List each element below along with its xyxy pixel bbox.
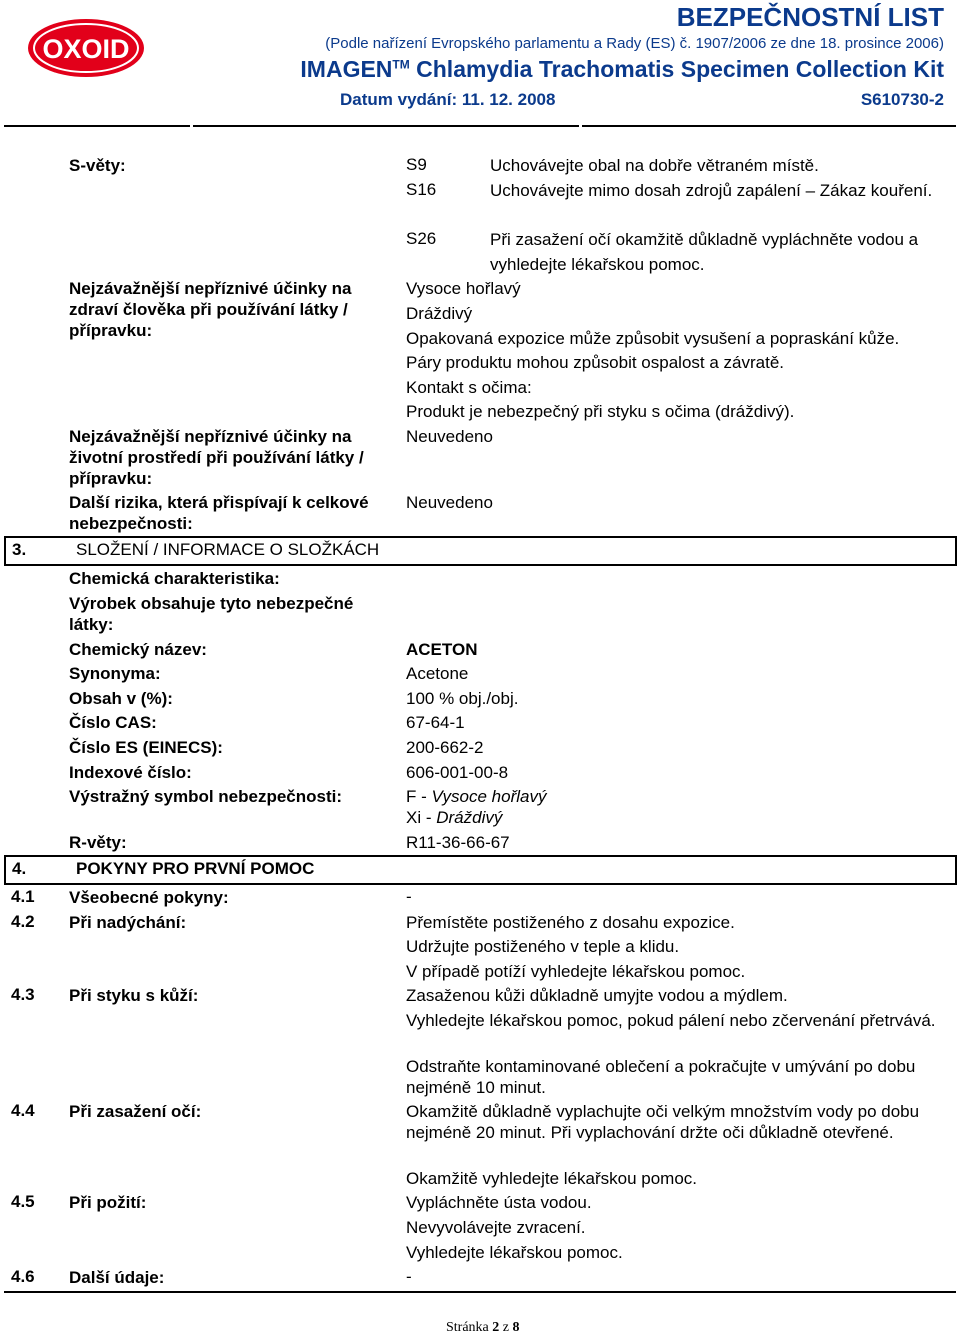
item-number: 4.1 <box>11 887 35 906</box>
inhalation-label: Při nadýchání: <box>69 913 187 932</box>
other-data-value: - <box>406 1267 412 1286</box>
inhalation-line: Přemístěte postiženého z dosahu expozice. <box>406 913 735 932</box>
page-number <box>446 1320 519 1336</box>
issue-date: Datum vydání: 11. 12. 2008 <box>340 90 556 109</box>
env-effects-label: Nejzávažnější nepříznivé účinky na životní prostředí při používání látky / přípravku: <box>69 427 364 488</box>
health-effects-label: Nejzávažnější nepříznivé účinky na zdraví člověka při používání látky / přípravku: <box>69 279 352 340</box>
skin-line: Vyhledejte lékařskou pomoc, pokud pálení nebo zčervenání přetrvává. <box>406 1011 936 1030</box>
health-effect-line: Opakovaná expozice může způsobit vysušení a popraskání kůže. <box>406 329 900 348</box>
other-risks-label: Další rizika, která přispívají k celkové nebezpečnosti: <box>69 493 369 533</box>
s-phrase-text: Uchovávejte obal na dobře větraném místě. <box>490 156 819 175</box>
section-title: POKYNY PRO PRVNÍ POMOC <box>76 859 315 878</box>
skin-label: Při styku s kůží: <box>69 986 199 1005</box>
r-phrases-value: R11-36-66-67 <box>406 833 510 852</box>
inhalation-line: Udržujte postiženého v teple a klidu. <box>406 937 680 956</box>
health-effect-line: Vysoce hořlavý <box>406 279 521 298</box>
synonym-label: Synonyma: <box>69 664 161 683</box>
hazard-symbol-text: Vysoce hořlavý <box>431 787 547 806</box>
footer-divider <box>4 1291 956 1293</box>
ingestion-line: Nevyvolávejte zvracení. <box>406 1218 586 1237</box>
eye-line: Okamžitě důkladně vyplachujte oči velkým množstvím vody po dobu nejméně 20 minut. Při vyplachování držte oči důkladně otevřené. <box>406 1102 920 1142</box>
hazard-symbol-code: F - <box>406 787 432 806</box>
content-label: Obsah v (%): <box>69 689 173 708</box>
general-label: Všeobecné pokyny: <box>69 888 229 907</box>
s-phrase-text: Uchovávejte mimo dosah zdrojů zapálení – Zákaz kouření. <box>490 181 933 200</box>
contains-label: Výrobek obsahuje tyto nebezpečné látky: <box>69 594 354 634</box>
s-phrase-text: Při zasažení očí okamžitě důkladně vypláchněte vodou a vyhledejte lékařskou pomoc. <box>490 230 919 274</box>
logo-text: OXOID <box>42 34 130 64</box>
cas-label: Číslo CAS: <box>69 713 157 732</box>
trademark-mark: TM <box>392 57 410 72</box>
section-3-header <box>4 536 957 566</box>
product-name <box>300 56 944 83</box>
ingestion-line: Vypláchněte ústa vodou. <box>406 1193 592 1212</box>
section-number: 3. <box>12 540 27 559</box>
other-data-label: Další údaje: <box>69 1268 165 1287</box>
cas-value: 67-64-1 <box>406 713 465 732</box>
r-phrases-label: R-věty: <box>69 833 127 852</box>
item-number: 4.4 <box>11 1101 35 1120</box>
item-number: 4.3 <box>11 985 35 1004</box>
item-number: 4.6 <box>11 1267 35 1286</box>
regulation-reference: (Podle nařízení Evropského parlamentu a Rady (ES) č. 1907/2006 ze dne 18. prosince 2006) <box>325 35 944 52</box>
document-code: S610730-2 <box>860 90 944 109</box>
section-number: 4. <box>12 859 27 878</box>
inhalation-line: V případě potíží vyhledejte lékařskou pomoc. <box>406 962 746 981</box>
page-prefix: Stránka <box>446 1320 493 1335</box>
header-divider <box>193 125 579 127</box>
product-name-main: IMAGEN <box>300 56 393 82</box>
product-name-rest: Chlamydia Trachomatis Specimen Collection Kit <box>409 56 944 82</box>
total-pages: 8 <box>512 1320 520 1335</box>
item-number: 4.2 <box>11 912 35 931</box>
health-effect-line: Kontakt s očima: <box>406 378 532 397</box>
oxoid-logo <box>4 8 156 78</box>
s-phrase-code: S16 <box>406 180 437 199</box>
current-page: 2 <box>492 1320 500 1335</box>
item-number: 4.5 <box>11 1192 35 1211</box>
s-phrases-label: S-věty: <box>69 156 126 175</box>
chem-char-label: Chemická charakteristika: <box>69 569 280 588</box>
hazard-symbol-xi <box>406 807 951 828</box>
env-effects-value: Neuvedeno <box>406 427 493 446</box>
hazard-symbol-label: Výstražný symbol nebezpečnosti: <box>69 787 343 806</box>
section-title: SLOŽENÍ / INFORMACE O SLOŽKÁCH <box>76 540 380 559</box>
health-effect-line: Dráždivý <box>406 304 473 323</box>
synonym-value: Acetone <box>406 664 469 683</box>
eye-label: Při zasažení očí: <box>69 1102 202 1121</box>
content-value: 100 % obj./obj. <box>406 689 519 708</box>
document-title: BEZPEČNOSTNÍ LIST <box>676 2 944 32</box>
header-divider <box>582 125 956 127</box>
chem-name-label: Chemický název: <box>69 640 207 659</box>
s-phrase-code: S26 <box>406 229 437 248</box>
section-4-header <box>4 855 957 885</box>
chem-name-value: ACETON <box>406 640 478 659</box>
general-value: - <box>406 887 412 906</box>
header-divider <box>4 125 190 127</box>
ec-value: 200-662-2 <box>406 738 484 757</box>
skin-line: Odstraňte kontaminované oblečení a pokračujte v umývání po dobu nejméně 10 minut. <box>406 1057 916 1097</box>
index-label: Indexové číslo: <box>69 763 192 782</box>
hazard-symbol-text: Dráždivý <box>436 808 503 827</box>
eye-line: Okamžitě vyhledejte lékařskou pomoc. <box>406 1169 698 1188</box>
other-risks-value: Neuvedeno <box>406 493 493 512</box>
hazard-symbol-code: Xi - <box>406 808 437 827</box>
page-middle: z <box>499 1320 513 1335</box>
hazard-symbol-f <box>406 786 951 807</box>
skin-line: Zasaženou kůži důkladně umyjte vodou a mýdlem. <box>406 986 788 1005</box>
ingestion-line: Vyhledejte lékařskou pomoc. <box>406 1243 623 1262</box>
health-effect-line: Produkt je nebezpečný při styku s očima (dráždivý). <box>406 402 795 421</box>
ingestion-label: Při požití: <box>69 1193 147 1212</box>
s-phrase-code: S9 <box>406 155 427 174</box>
index-value: 606-001-00-8 <box>406 763 509 782</box>
ec-label: Číslo ES (EINECS): <box>69 738 223 757</box>
health-effect-line: Páry produktu mohou způsobit ospalost a závratě. <box>406 353 784 372</box>
